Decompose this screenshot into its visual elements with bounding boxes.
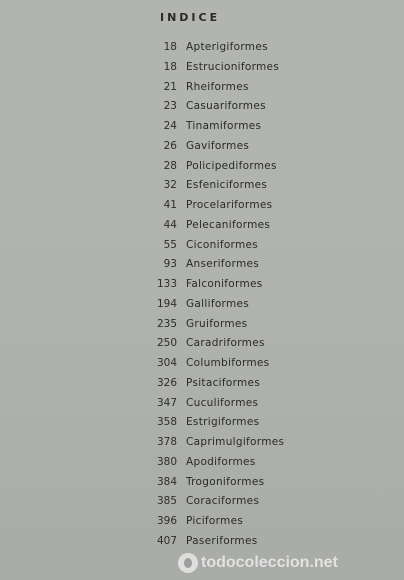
entry-page-number: 326 [156, 376, 177, 389]
entry-page-number: 385 [156, 495, 177, 508]
entry-page-number: 32 [163, 179, 177, 192]
index-entry [0, 415, 404, 435]
entry-order-name: Piciformes [186, 515, 244, 527]
entry-page-number: 304 [156, 357, 177, 369]
entry-page-number: 358 [156, 416, 177, 429]
index-entry [0, 455, 404, 475]
watermark-text: todocoleccion.net [201, 554, 338, 571]
entry-page-number: 24 [163, 120, 177, 132]
entry-page-number: 28 [163, 159, 177, 172]
entry-order-name: Apterigiformes [186, 41, 268, 53]
entry-order-name: Galliformes [186, 297, 250, 310]
entry-order-name: Columbiformes [186, 357, 270, 369]
entry-order-name: Estrucioniformes [186, 60, 280, 73]
page-title: INDICE [160, 11, 221, 24]
entry-order-name: Paseriformes [186, 534, 258, 547]
entry-page-number: 378 [156, 436, 177, 448]
entry-order-name: Estrigiformes [186, 416, 260, 429]
entry-order-name: Pelecaniformes [186, 218, 271, 231]
index-entry [0, 178, 404, 198]
entry-order-name: Psitaciformes [186, 376, 261, 389]
index-entry [0, 218, 404, 238]
entry-page-number: 55 [163, 238, 177, 251]
index-entry [0, 139, 404, 159]
index-entry [0, 119, 404, 139]
todocoleccion-logo-icon [178, 553, 198, 573]
index-list [0, 40, 404, 554]
entry-order-name: Policipediformes [186, 159, 277, 172]
index-entry [0, 159, 404, 179]
entry-page-number: 21 [163, 80, 177, 93]
entry-page-number: 235 [156, 317, 177, 330]
entry-page-number: 396 [156, 515, 177, 527]
index-entry [0, 297, 404, 317]
entry-order-name: Tinamiformes [186, 120, 262, 132]
entry-order-name: Anseriformes [186, 258, 260, 271]
entry-page-number: 384 [156, 475, 177, 488]
index-entry [0, 99, 404, 119]
index-entry [0, 80, 404, 100]
index-entry [0, 336, 404, 356]
entry-page-number: 18 [163, 41, 177, 53]
index-entry [0, 198, 404, 218]
entry-page-number: 18 [163, 60, 177, 73]
entry-page-number: 380 [156, 455, 177, 468]
index-entry [0, 514, 404, 534]
entry-page-number: 133 [156, 278, 177, 290]
entry-order-name: Gruiformes [186, 317, 248, 330]
entry-order-name: Coraciformes [186, 495, 260, 508]
watermark [178, 551, 338, 575]
index-entry [0, 356, 404, 376]
index-entry [0, 475, 404, 495]
index-entry [0, 435, 404, 455]
entry-order-name: Cuculiformes [186, 396, 259, 409]
index-entry [0, 40, 404, 60]
entry-page-number: 250 [156, 337, 177, 350]
entry-order-name: Trogoniformes [186, 475, 265, 488]
entry-order-name: Procelariformes [186, 199, 273, 211]
entry-page-number: 407 [156, 534, 177, 547]
entry-page-number: 41 [163, 199, 177, 211]
entry-order-name: Falconiformes [186, 278, 263, 290]
index-entry [0, 376, 404, 396]
entry-page-number: 347 [156, 396, 177, 409]
entry-order-name: Caprimulgiformes [186, 436, 285, 448]
entry-order-name: Esfeniciformes [186, 179, 268, 192]
entry-page-number: 194 [156, 297, 177, 310]
index-entry [0, 494, 404, 514]
index-entry [0, 277, 404, 297]
entry-order-name: Rheiformes [186, 80, 249, 93]
entry-order-name: Ciconiformes [186, 238, 259, 251]
entry-order-name: Gaviformes [186, 139, 250, 152]
entry-order-name: Caradriformes [186, 337, 265, 350]
entry-page-number: 44 [163, 218, 177, 231]
index-entry [0, 317, 404, 337]
index-entry [0, 396, 404, 416]
entry-page-number: 23 [163, 100, 177, 113]
entry-order-name: Apodiformes [186, 455, 256, 468]
entry-page-number: 26 [163, 139, 177, 152]
index-entry [0, 238, 404, 258]
entry-page-number: 93 [163, 258, 177, 271]
entry-order-name: Casuariformes [186, 100, 266, 113]
index-entry [0, 60, 404, 80]
index-entry [0, 257, 404, 277]
